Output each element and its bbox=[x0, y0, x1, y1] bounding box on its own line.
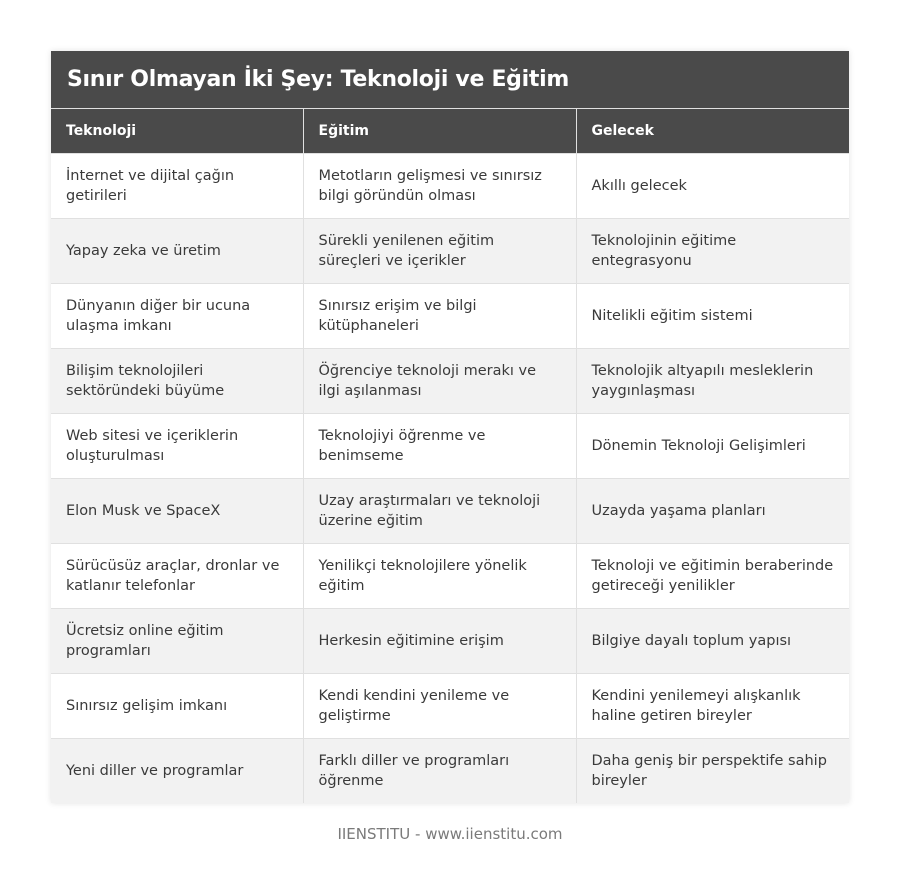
cell-egitim: Öğrenciye teknoloji merakı ve ilgi aşılanması bbox=[303, 349, 576, 414]
cell-gelecek: Akıllı gelecek bbox=[576, 154, 849, 219]
data-table bbox=[51, 109, 849, 803]
cell-gelecek: Nitelikli eğitim sistemi bbox=[576, 284, 849, 349]
footer-credit: IIENSTITU - www.iienstitu.com bbox=[337, 825, 563, 843]
table-row bbox=[51, 284, 849, 349]
table-row bbox=[51, 479, 849, 544]
table-row bbox=[51, 544, 849, 609]
cell-gelecek: Bilgiye dayalı toplum yapısı bbox=[576, 609, 849, 674]
cell-gelecek: Teknolojik altyapılı mesleklerin yaygınlaşması bbox=[576, 349, 849, 414]
cell-egitim: Farklı diller ve programları öğrenme bbox=[303, 739, 576, 804]
cell-gelecek: Daha geniş bir perspektife sahip bireyler bbox=[576, 739, 849, 804]
column-header-gelecek: Gelecek bbox=[576, 109, 849, 154]
cell-teknoloji: Sınırsız gelişim imkanı bbox=[51, 674, 303, 739]
cell-egitim: Metotların gelişmesi ve sınırsız bilgi göründün olması bbox=[303, 154, 576, 219]
cell-gelecek: Uzayda yaşama planları bbox=[576, 479, 849, 544]
cell-gelecek: Kendini yenilemeyi alışkanlık haline getiren bireyler bbox=[576, 674, 849, 739]
cell-egitim: Sınırsız erişim ve bilgi kütüphaneleri bbox=[303, 284, 576, 349]
table-card bbox=[51, 51, 849, 803]
table-row bbox=[51, 674, 849, 739]
column-header-teknoloji: Teknoloji bbox=[51, 109, 303, 154]
cell-teknoloji: İnternet ve dijital çağın getirileri bbox=[51, 154, 303, 219]
cell-egitim: Uzay araştırmaları ve teknoloji üzerine eğitim bbox=[303, 479, 576, 544]
cell-teknoloji: Ücretsiz online eğitim programları bbox=[51, 609, 303, 674]
cell-teknoloji: Sürücüsüz araçlar, dronlar ve katlanır telefonlar bbox=[51, 544, 303, 609]
cell-gelecek: Teknoloji ve eğitimin beraberinde getireceği yenilikler bbox=[576, 544, 849, 609]
table-row bbox=[51, 219, 849, 284]
table-row bbox=[51, 739, 849, 804]
table-row bbox=[51, 609, 849, 674]
table-title: Sınır Olmayan İki Şey: Teknoloji ve Eğitim bbox=[51, 51, 849, 109]
cell-teknoloji: Elon Musk ve SpaceX bbox=[51, 479, 303, 544]
table-row bbox=[51, 154, 849, 219]
cell-egitim: Teknolojiyi öğrenme ve benimseme bbox=[303, 414, 576, 479]
cell-teknoloji: Bilişim teknolojileri sektöründeki büyüme bbox=[51, 349, 303, 414]
table-row bbox=[51, 349, 849, 414]
cell-gelecek: Teknolojinin eğitime entegrasyonu bbox=[576, 219, 849, 284]
cell-egitim: Yenilikçi teknolojilere yönelik eğitim bbox=[303, 544, 576, 609]
cell-egitim: Sürekli yenilenen eğitim süreçleri ve içerikler bbox=[303, 219, 576, 284]
table-row bbox=[51, 414, 849, 479]
cell-teknoloji: Dünyanın diğer bir ucuna ulaşma imkanı bbox=[51, 284, 303, 349]
cell-teknoloji: Yeni diller ve programlar bbox=[51, 739, 303, 804]
column-header-egitim: Eğitim bbox=[303, 109, 576, 154]
header-row bbox=[51, 109, 849, 154]
cell-egitim: Kendi kendini yenileme ve geliştirme bbox=[303, 674, 576, 739]
cell-gelecek: Dönemin Teknoloji Gelişimleri bbox=[576, 414, 849, 479]
cell-teknoloji: Web sitesi ve içeriklerin oluşturulması bbox=[51, 414, 303, 479]
cell-teknoloji: Yapay zeka ve üretim bbox=[51, 219, 303, 284]
cell-egitim: Herkesin eğitimine erişim bbox=[303, 609, 576, 674]
